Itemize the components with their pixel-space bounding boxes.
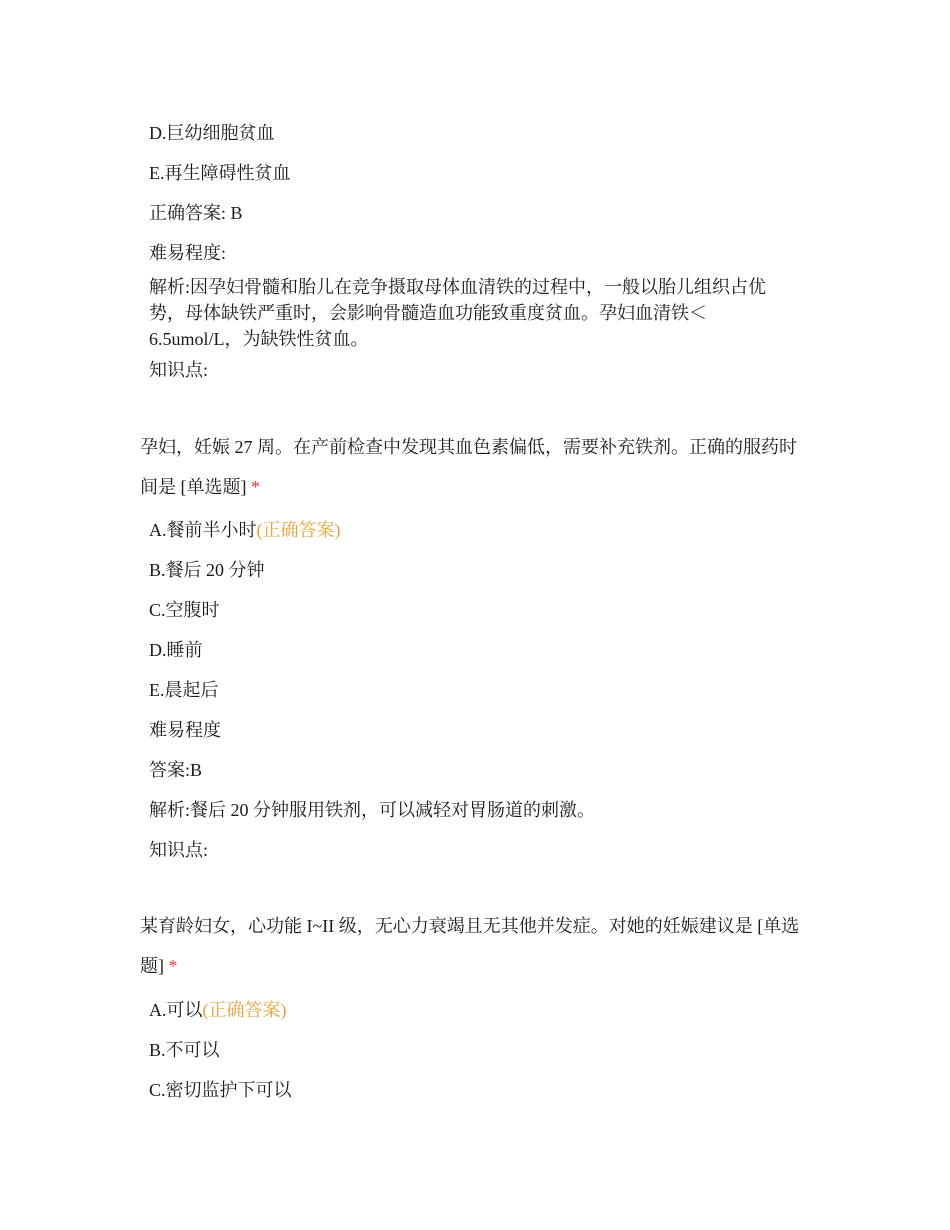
option-b[interactable]: B.不可以 <box>149 1040 220 1060</box>
option-a[interactable] <box>149 520 341 540</box>
option-c[interactable]: C.空腹时 <box>149 600 220 620</box>
option-e[interactable]: E.晨起后 <box>149 680 219 700</box>
option-c[interactable]: C.密切监护下可以 <box>149 1080 292 1100</box>
explanation: 解析:餐后 20 分钟服用铁剂，可以减轻对胃肠道的刺激。 <box>149 800 595 820</box>
option-b[interactable]: B.餐后 20 分钟 <box>149 560 265 580</box>
explanation: 解析:因孕妇骨髓和胎儿在竞争摄取母体血清铁的过程中，一般以胎儿组织占优势，母体缺铁严重时，会影响骨髓造血功能致重度贫血。孕妇血清铁＜6.5umol/L，为缺铁性贫血。 <box>149 277 766 349</box>
question-title <box>140 906 810 986</box>
question-text: 孕妇，妊娠 27 周。在产前检查中发现其血色素偏低，需要补充铁剂。正确的服药时间是 [单选题] <box>140 437 797 497</box>
option-e: E.再生障碍性贫血 <box>149 163 291 183</box>
question-text: 某育龄妇女，心功能 I~II 级，无心力衰竭且无其他并发症。对她的妊娠建议是 [单选题] <box>140 916 800 976</box>
option-label: A.餐前半小时 <box>149 520 257 540</box>
option-d: D.巨幼细胞贫血 <box>149 123 275 143</box>
knowledge-label: 知识点: <box>149 840 209 860</box>
question-title <box>140 427 810 507</box>
correct-answer: 正确答案: B <box>149 203 243 223</box>
difficulty-label: 难易程度 <box>149 720 221 740</box>
knowledge-label: 知识点: <box>149 360 209 380</box>
option-label: A.可以 <box>149 1000 203 1020</box>
option-d[interactable]: D.睡前 <box>149 640 203 660</box>
difficulty-label: 难易程度: <box>149 243 227 263</box>
required-mark: * <box>168 956 178 976</box>
required-mark: * <box>251 477 260 497</box>
option-a[interactable] <box>149 1000 287 1020</box>
correct-answer-tag: (正确答案) <box>256 520 341 540</box>
correct-answer-tag: (正确答案) <box>202 1000 287 1020</box>
answer-label: 答案:B <box>149 760 203 780</box>
